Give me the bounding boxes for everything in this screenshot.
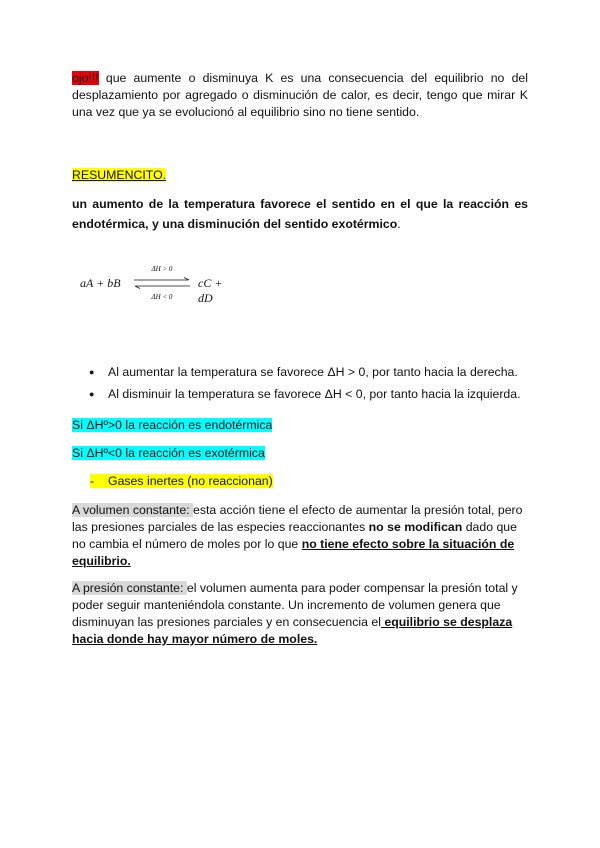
summary-heading: RESUMENCITO. <box>72 168 167 182</box>
endothermic-line: Si ΔHº>0 la reacción es endotérmica <box>72 418 273 432</box>
temperature-bullets <box>72 364 528 403</box>
equation-bottom-label: ΔH < 0 <box>151 293 173 301</box>
equilibrium-arrows-icon <box>132 276 192 290</box>
equation-products: cC + dD <box>198 276 223 305</box>
constant-pressure-label: A presión constante: <box>72 581 187 595</box>
constant-volume-paragraph: A volumen constante: esta acción tiene el efecto de aumentar la presión total, pero las presiones parciales de las especies reaccionantes no se modifican dado que no cambia el número de moles por lo que no tiene efecto sobre la situación de equilibrio. <box>72 503 523 568</box>
document-body <box>72 70 528 648</box>
bullet-item: ● Al aumentar la temperatura se favorece ΔH > 0, por tanto hacia la derecha. <box>72 364 528 381</box>
equation-top-label: ΔH > 0 <box>151 265 173 273</box>
constant-pressure-paragraph: A presión constante: el volumen aumenta para poder compensar la presión total y poder seguir manteniéndola constante. Un incremento de volumen genera que disminuyan las presiones parciales y en consecuencia el equilibrio se desplaza hacia donde hay mayor número de moles. <box>72 581 518 646</box>
constant-volume-label: A volumen constante: <box>72 503 193 517</box>
inert-gases-heading: - Gases inertes (no reaccionan) <box>90 474 273 488</box>
intro-paragraph <box>72 70 528 121</box>
dash-marker: - <box>90 474 95 488</box>
warning-highlight: ojo!!! <box>72 71 99 85</box>
equation-reactants: aA + bB <box>80 276 121 290</box>
exothermic-line: Si ΔHº<0 la reacción es exotérmica <box>72 446 265 460</box>
reaction-equation <box>80 262 240 305</box>
bullet-item: ● Al disminuir la temperatura se favorece ΔH < 0, por tanto hacia la izquierda. <box>72 386 528 403</box>
summary-text: un aumento de la temperatura favorece el sentido en el que la reacción es endotérmica, y una disminución del sentido exotérmico. <box>72 197 528 231</box>
intro-text: que aumente o disminuya K es una consecuencia del equilibrio no del desplazamiento por agregado o disminución de calor, es decir, tengo que mirar K una vez que ya se evolucionó al equilibrio sino no tiene sentido. <box>72 71 528 119</box>
